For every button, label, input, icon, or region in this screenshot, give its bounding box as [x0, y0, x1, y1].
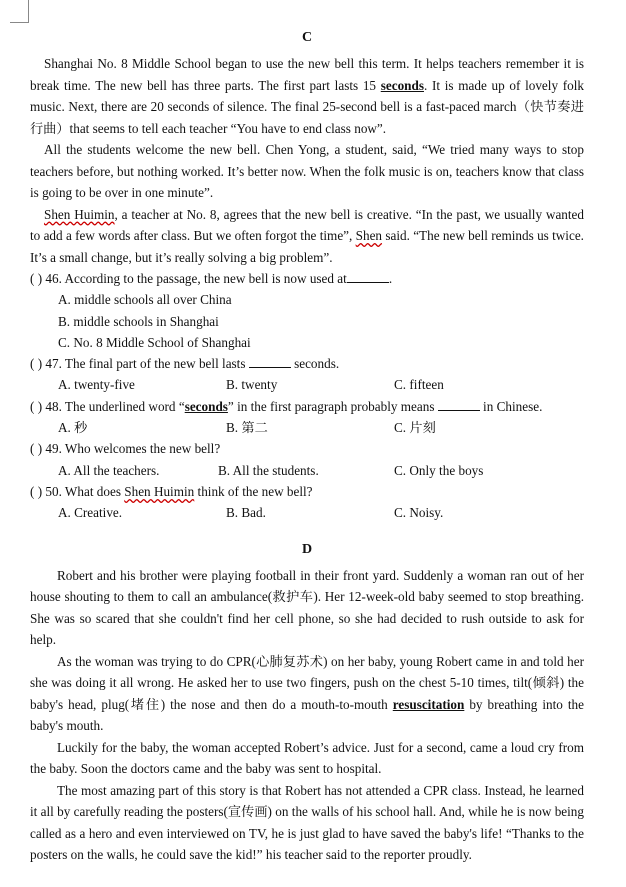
text-run: said. “The new bell reminds us twice. It’s a small change, but it’s really solving a big problem”. [30, 228, 584, 265]
answer-paren: ( ) [30, 483, 43, 499]
passage-d-paragraph-3: Luckily for the baby, the woman accepted Robert’s advice. Just for a second, came a loud cry from the baby. Soon the doctors came and the baby was sent to hospital. [30, 739, 584, 777]
question-49 [30, 438, 584, 459]
question-46 [30, 268, 584, 289]
question-text: . [388, 271, 393, 286]
question-text: think of the new bell? [194, 483, 313, 499]
question-47-option-a: A. twenty-five [58, 377, 135, 393]
section-d-title: D [301, 541, 313, 557]
question-47-option-c: C. fifteen [394, 377, 444, 393]
question-46-option-c: C. No. 8 Middle School of Shanghai [58, 334, 251, 350]
question-48-options [30, 417, 584, 438]
name-shen-huimin: Shen Huimin [44, 206, 115, 222]
question-49-option-b: B. All the students. [218, 462, 319, 478]
underlined-word-resuscitation: resuscitation [392, 696, 465, 712]
section-spacer [30, 524, 584, 534]
text-run: . It is made up of lovely folk music. Next, there are 20 seconds of silence. The final 25-second bell is a fast-paced march（快节奏进行曲）that seems to tell each teacher “You have to end class now”. [30, 77, 584, 136]
answer-blank [347, 270, 389, 283]
passage-c-paragraph-1 [30, 53, 584, 139]
answer-blank [249, 355, 291, 368]
text-run: Shanghai No. 8 Middle School began to use the new bell this term. It helps teachers remember it is break time. The new bell has three parts. The first part lasts 15 [30, 56, 584, 93]
question-50-option-b: B. Bad. [226, 505, 266, 521]
question-46-option-a: A. middle schools all over China [58, 292, 232, 308]
question-46-option-b: B. middle schools in Shanghai [58, 313, 219, 329]
passage-d-paragraph-4: The most amazing part of this story is that Robert has not attended a CPR class. Instead, he learned it all by carefully reading the posters(宣传画) on the walls of his school hall. And, while he is now being called as a hero and even interviewed on TV, he is just glad to have saved the baby's life! “Thanks to the posters on the walls, he could save the kid!” his teacher said to the reporter proudly. [30, 782, 584, 863]
question-text: 48. The underlined word “ [42, 398, 185, 414]
answer-paren: ( ) [30, 271, 43, 286]
question-text: seconds. [290, 356, 340, 372]
question-text: 49. Who welcomes the new bell? [42, 441, 221, 457]
question-47-options [30, 374, 584, 395]
question-48 [30, 396, 584, 417]
question-48-option-a: A. 秒 [58, 420, 88, 436]
question-50-option-a: A. Creative. [58, 505, 123, 521]
text-run: , a teacher at No. 8, agrees that the new bell is creative. “In the past, we usually wanted to add a few words after class. But we often forgot the time”, [30, 206, 584, 243]
question-49-options [30, 460, 584, 481]
passage-d-paragraph-2 [30, 651, 584, 737]
page-corner-mark [10, 0, 29, 23]
question-47-option-b: B. twenty [226, 377, 278, 393]
answer-paren: ( ) [30, 356, 43, 372]
underlined-word-seconds: seconds [380, 77, 424, 93]
question-50 [30, 481, 584, 502]
name-shen-huimin: Shen Huimin [124, 483, 195, 499]
question-49-option-a: A. All the teachers. [58, 462, 160, 478]
name-shen: Shen [355, 228, 383, 243]
question-text: in Chinese. [479, 398, 543, 414]
question-50-options [30, 502, 584, 523]
question-48-option-b: B. 第二 [226, 420, 268, 436]
question-49-option-c: C. Only the boys [394, 462, 484, 478]
question-text: 50. What does [42, 483, 125, 499]
document-page [30, 22, 584, 866]
question-47 [30, 353, 584, 374]
answer-blank [438, 398, 480, 411]
passage-c-paragraph-3 [30, 204, 584, 269]
question-text: ” in the first paragraph probably means [227, 398, 438, 414]
question-48-option-c: C. 片刻 [394, 420, 436, 436]
answer-paren: ( ) [30, 441, 43, 457]
question-50-option-c: C. Noisy. [394, 505, 444, 521]
question-text: 47. The final part of the new bell lasts [42, 356, 249, 372]
passage-c-paragraph-2: All the students welcome the new bell. Chen Yong, a student, said, “We tried many ways to stop teachers before, but nothing worked. It’s better now. When the folk music is on, teachers know that class is going to be over in one minute”. [30, 142, 584, 200]
text-run: by breathing into the baby's mouth. [30, 696, 585, 734]
passage-d-paragraph-1: Robert and his brother were playing football in their front yard. Suddenly a woman ran out of her house shouting to them to call an ambulance(救护车). Her 12-week-old baby seemed to stop breathing. She was so scared that she couldn't find her cell phone, so she had decided to rush outside to ask for help. [30, 567, 584, 648]
question-text: 46. According to the passage, the new bell is now used at [42, 271, 347, 286]
answer-paren: ( ) [30, 398, 43, 414]
section-c-title: C [301, 30, 313, 45]
quoted-word-seconds: seconds [184, 398, 228, 414]
text-run: As the woman was trying to do CPR(心肺复苏术) on her baby, young Robert came in and told her she was doing it all wrong. He asked her to use two fingers, push on the chest 5-10 times, tilt(倾斜) the baby's head, plug(堵住) the nose and then do a mouth-to-mouth [30, 653, 584, 712]
